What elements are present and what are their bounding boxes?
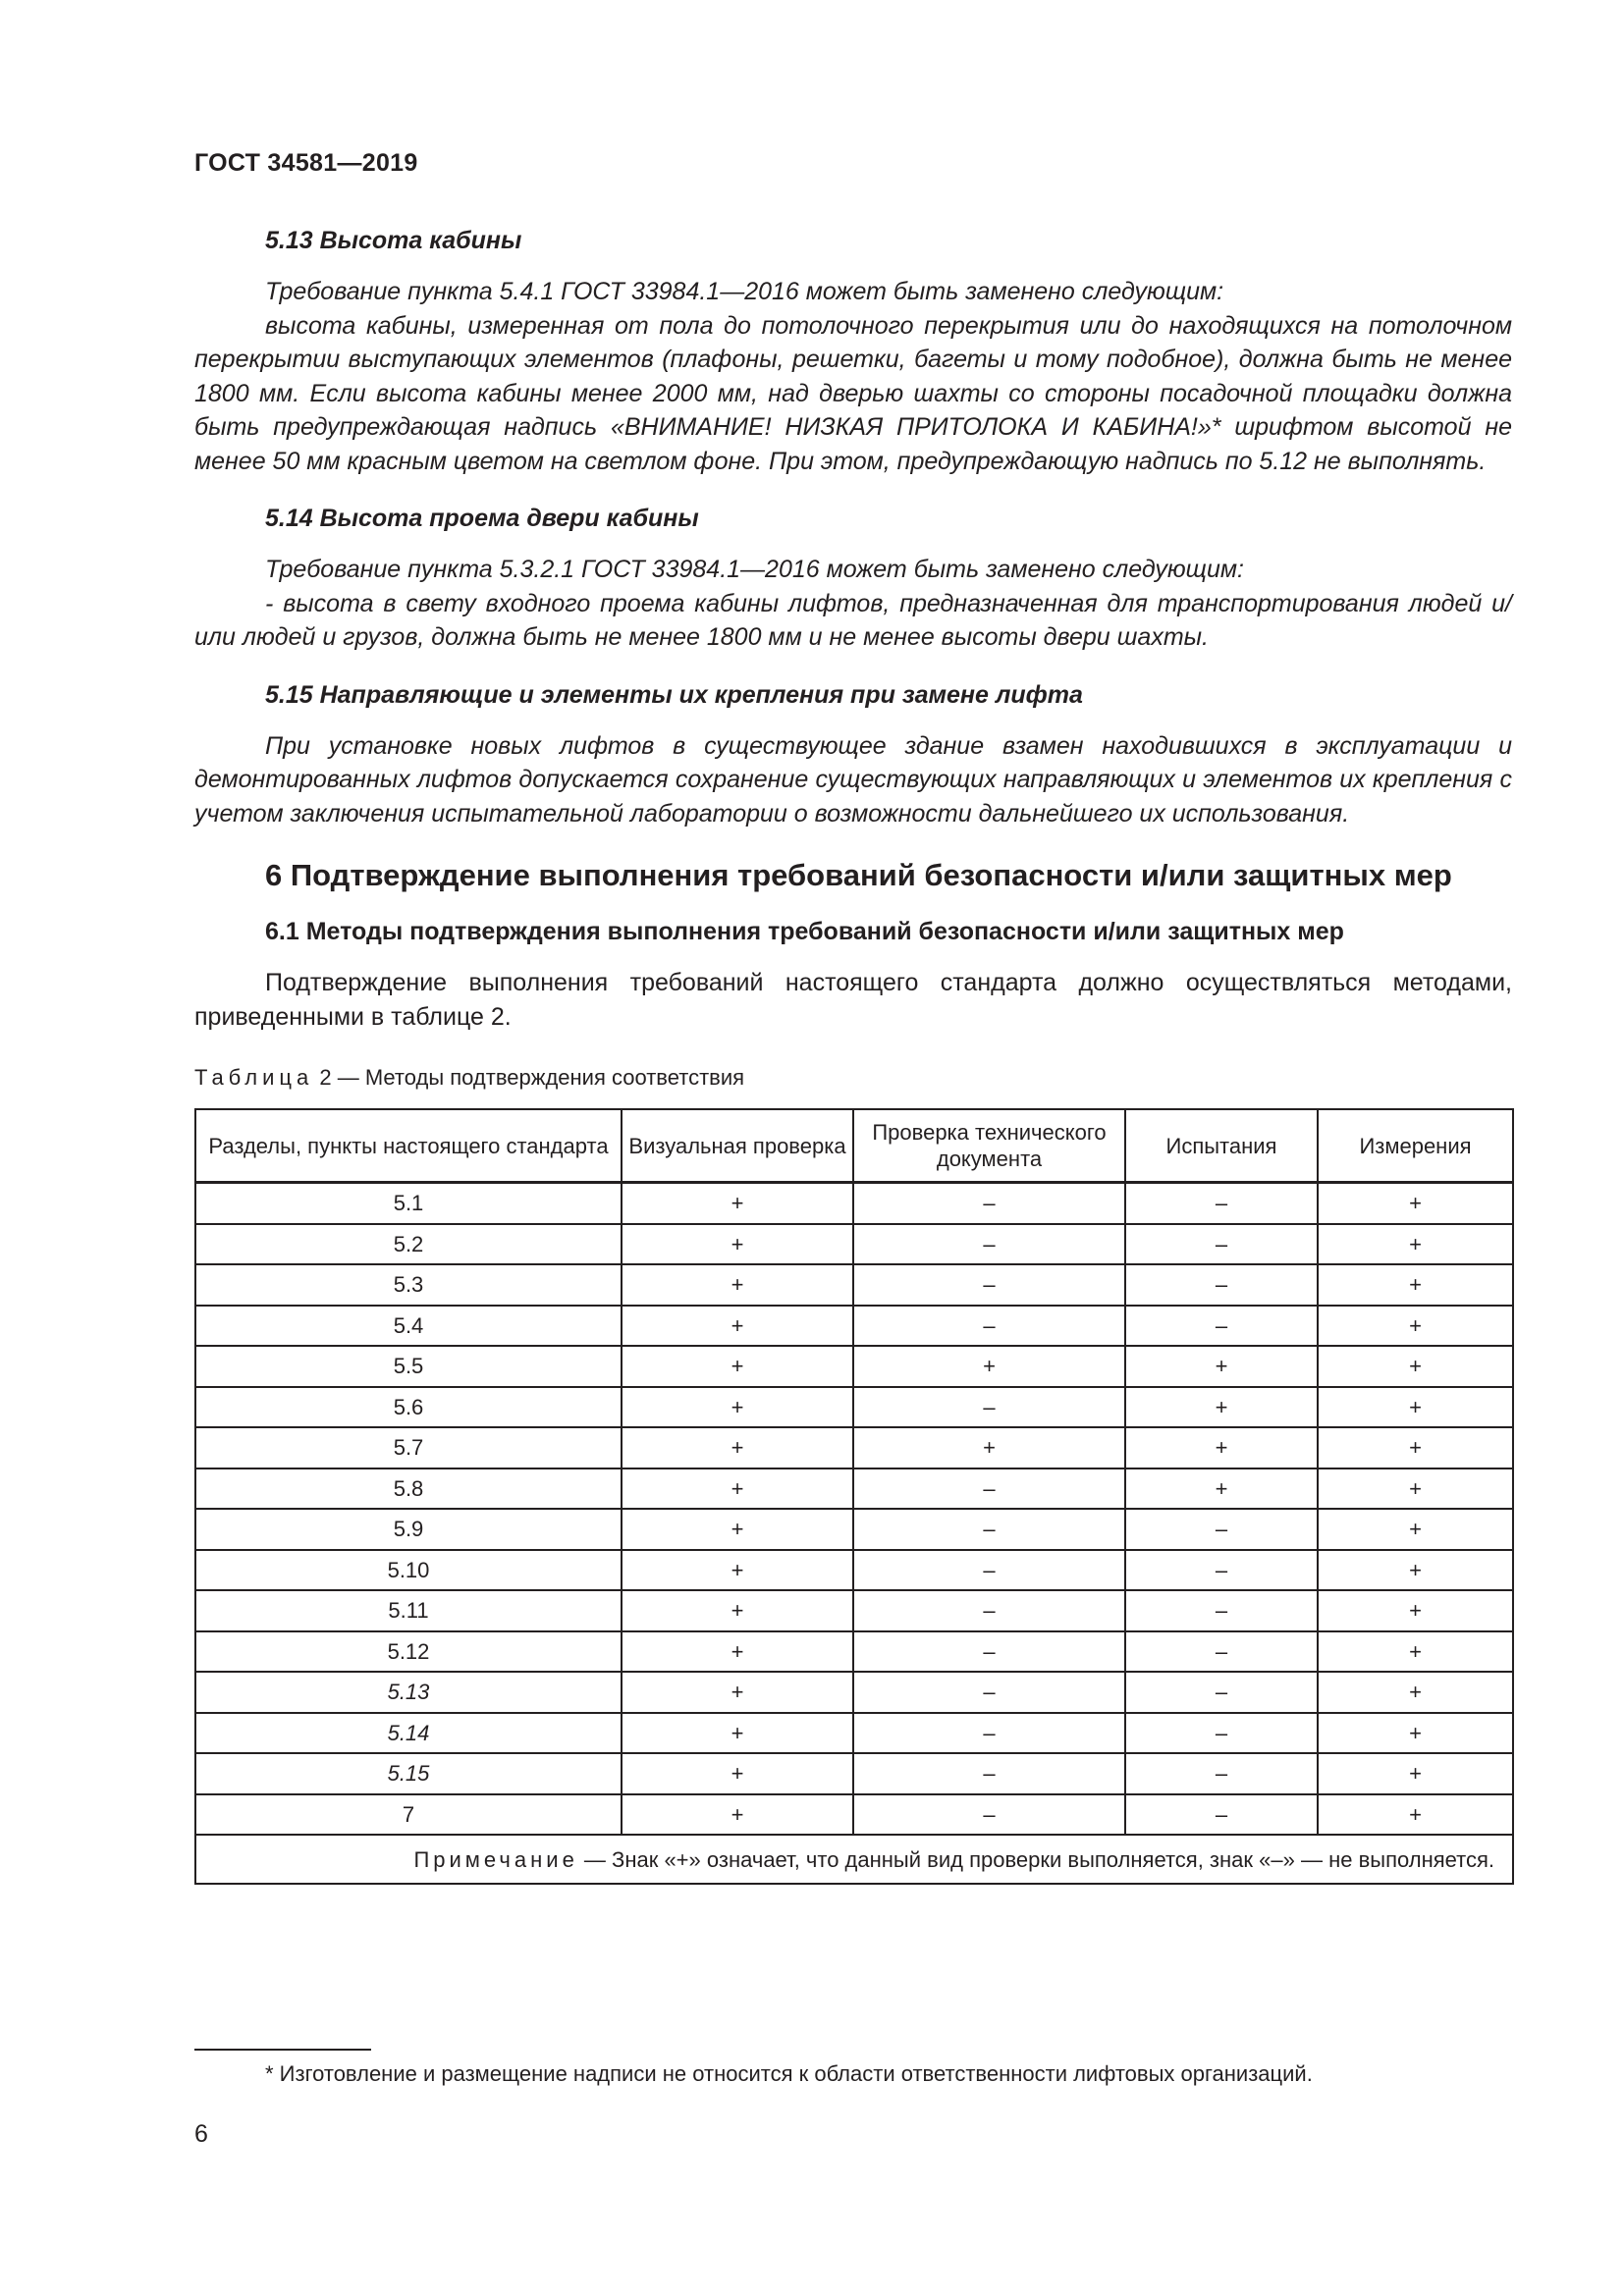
tests-cell: – <box>1125 1794 1318 1836</box>
table-header-row <box>195 1109 1513 1183</box>
tests-cell: + <box>1125 1427 1318 1468</box>
document-check-cell: + <box>853 1427 1125 1468</box>
section-cell: 5.4 <box>195 1306 622 1347</box>
tests-cell: – <box>1125 1264 1318 1306</box>
note-word: Примечание <box>413 1846 578 1872</box>
visual-check-cell: + <box>622 1753 853 1794</box>
measurements-cell: + <box>1318 1509 1513 1550</box>
section-heading: 5.13 Высота кабины <box>265 227 522 254</box>
visual-check-cell: + <box>622 1631 853 1673</box>
table-caption-word: Таблица <box>194 1065 314 1090</box>
table-body <box>195 1183 1513 1836</box>
column-header: Проверка технического документа <box>853 1109 1125 1183</box>
section-paragraph: - высота в свету входного проема кабины лифтов, предназначенная для транспортирования людей и/или людей и грузов, должна быть не менее 1800 мм и не менее высоты двери шахты. <box>194 589 1512 651</box>
section-paragraph: высота кабины, измеренная от пола до потолочного перекрытия или до находящихся на потолочном перекрытии выступающих элементов (плафоны, решетки, багеты и тому подобное), должна быть не менее 1800 мм. Если высота кабины менее 2000 мм, над дверью шахты со стороны посадочной площадки должна быть предупреждающая надпись «ВНИМАНИЕ! НИЗКАЯ ПРИТОЛОКА И КАБИНА!»* шрифтом высотой не менее 50 мм красным цветом на светлом фоне. При этом, предупреждающую надпись по 5.12 не выполнять. <box>194 311 1512 475</box>
tests-cell: – <box>1125 1509 1318 1550</box>
section-cell: 5.6 <box>195 1387 622 1428</box>
measurements-cell: + <box>1318 1590 1513 1631</box>
document-check-cell: – <box>853 1183 1125 1224</box>
visual-check-cell: + <box>622 1346 853 1387</box>
section-cell: 5.10 <box>195 1550 622 1591</box>
section-heading: 5.15 Направляющие и элементы их крепления при замене лифта <box>265 680 1083 709</box>
column-header: Испытания <box>1125 1109 1318 1183</box>
visual-check-cell: + <box>622 1590 853 1631</box>
tests-cell: – <box>1125 1550 1318 1591</box>
tests-cell: + <box>1125 1387 1318 1428</box>
visual-check-cell: + <box>622 1427 853 1468</box>
tests-cell: + <box>1125 1468 1318 1510</box>
tests-cell: – <box>1125 1590 1318 1631</box>
visual-check-cell: + <box>622 1224 853 1265</box>
tests-cell: – <box>1125 1753 1318 1794</box>
document-check-cell: – <box>853 1387 1125 1428</box>
table-row <box>195 1427 1513 1468</box>
section-cell: 5.3 <box>195 1264 622 1306</box>
document-check-cell: – <box>853 1753 1125 1794</box>
measurements-cell: + <box>1318 1183 1513 1224</box>
measurements-cell: + <box>1318 1346 1513 1387</box>
measurements-cell: + <box>1318 1264 1513 1306</box>
subsection-heading: 6.1 Методы подтверждения выполнения требований безопасности и/или защитных мер <box>265 918 1344 945</box>
table-row <box>195 1224 1513 1265</box>
visual-check-cell: + <box>622 1183 853 1224</box>
visual-check-cell: + <box>622 1468 853 1510</box>
tests-cell: – <box>1125 1631 1318 1673</box>
document-check-cell: – <box>853 1672 1125 1713</box>
section-paragraph: Требование пункта 5.4.1 ГОСТ 33984.1—2016 может быть заменено следующим: <box>265 278 1224 305</box>
measurements-cell: + <box>1318 1753 1513 1794</box>
table-note <box>195 1835 1513 1884</box>
table-row <box>195 1794 1513 1836</box>
column-header: Измерения <box>1318 1109 1513 1183</box>
measurements-cell: + <box>1318 1387 1513 1428</box>
note-text: — Знак «+» означает, что данный вид проверки выполняется, знак «–» — не выполняется. <box>577 1846 1494 1872</box>
section-cell: 5.11 <box>195 1590 622 1631</box>
section-cell: 5.5 <box>195 1346 622 1387</box>
table-row <box>195 1387 1513 1428</box>
section-cell: 5.12 <box>195 1631 622 1673</box>
document-check-cell: – <box>853 1631 1125 1673</box>
table-row <box>195 1264 1513 1306</box>
section-cell: 5.2 <box>195 1224 622 1265</box>
section-5-14 <box>194 502 1512 655</box>
measurements-cell: + <box>1318 1224 1513 1265</box>
document-check-cell: – <box>853 1264 1125 1306</box>
table-row <box>195 1713 1513 1754</box>
document-check-cell: – <box>853 1468 1125 1510</box>
visual-check-cell: + <box>622 1306 853 1347</box>
table-caption <box>194 1065 1512 1091</box>
section-paragraph: Требование пункта 5.3.2.1 ГОСТ 33984.1—2016 может быть заменено следующим: <box>265 556 1244 583</box>
section-cell: 5.8 <box>195 1468 622 1510</box>
measurements-cell: + <box>1318 1631 1513 1673</box>
document-check-cell: – <box>853 1306 1125 1347</box>
measurements-cell: + <box>1318 1468 1513 1510</box>
measurements-cell: + <box>1318 1794 1513 1836</box>
visual-check-cell: + <box>622 1672 853 1713</box>
visual-check-cell: + <box>622 1387 853 1428</box>
document-check-cell: – <box>853 1224 1125 1265</box>
tests-cell: + <box>1125 1346 1318 1387</box>
visual-check-cell: + <box>622 1713 853 1754</box>
document-check-cell: – <box>853 1550 1125 1591</box>
document-id-header: ГОСТ 34581—2019 <box>194 149 418 177</box>
document-check-cell: – <box>853 1713 1125 1754</box>
tests-cell: – <box>1125 1672 1318 1713</box>
measurements-cell: + <box>1318 1427 1513 1468</box>
tests-cell: – <box>1125 1713 1318 1754</box>
measurements-cell: + <box>1318 1672 1513 1713</box>
section-cell: 7 <box>195 1794 622 1836</box>
tests-cell: – <box>1125 1306 1318 1347</box>
methods-table <box>194 1108 1514 1885</box>
document-body <box>194 224 1512 1885</box>
section-cell: 5.13 <box>195 1672 622 1713</box>
measurements-cell: + <box>1318 1306 1513 1347</box>
table-row <box>195 1590 1513 1631</box>
table-note-row <box>195 1835 1513 1884</box>
section-cell: 5.14 <box>195 1713 622 1754</box>
column-header: Визуальная проверка <box>622 1109 853 1183</box>
document-check-cell: + <box>853 1346 1125 1387</box>
table-row <box>195 1509 1513 1550</box>
chapter-heading: 6 Подтверждение выполнения требований безопасности и/или защитных мер <box>265 858 1452 892</box>
footnote-divider <box>194 2049 371 2051</box>
chapter-paragraph: Подтверждение выполнения требований настоящего стандарта должно осуществляться методами, приведенными в таблице 2. <box>194 969 1512 1031</box>
tests-cell: – <box>1125 1224 1318 1265</box>
section-cell: 5.9 <box>195 1509 622 1550</box>
section-cell: 5.15 <box>195 1753 622 1794</box>
visual-check-cell: + <box>622 1509 853 1550</box>
table-row <box>195 1550 1513 1591</box>
table-row <box>195 1306 1513 1347</box>
measurements-cell: + <box>1318 1713 1513 1754</box>
visual-check-cell: + <box>622 1264 853 1306</box>
section-paragraph: При установке новых лифтов в существующее здание взамен находившихся в эксплуатации и демонтированных лифтов допускается сохранение существующих направляющих и элементов их крепления с учетом заключения испытательной лаборатории о возможности дальнейшего их использования. <box>194 731 1512 828</box>
column-header: Разделы, пункты настоящего стандарта <box>195 1109 622 1183</box>
tests-cell: – <box>1125 1183 1318 1224</box>
table-row <box>195 1183 1513 1224</box>
section-5-13 <box>194 224 1512 478</box>
table-row <box>195 1468 1513 1510</box>
measurements-cell: + <box>1318 1550 1513 1591</box>
section-cell: 5.1 <box>195 1183 622 1224</box>
section-cell: 5.7 <box>195 1427 622 1468</box>
visual-check-cell: + <box>622 1550 853 1591</box>
page-number: 6 <box>194 2120 208 2148</box>
visual-check-cell: + <box>622 1794 853 1836</box>
section-heading: 5.14 Высота проема двери кабины <box>265 505 699 532</box>
table-row <box>195 1631 1513 1673</box>
table-row <box>195 1672 1513 1713</box>
document-check-cell: – <box>853 1590 1125 1631</box>
section-5-15 <box>194 678 1512 831</box>
table-row <box>195 1753 1513 1794</box>
document-check-cell: – <box>853 1794 1125 1836</box>
footnote: * Изготовление и размещение надписи не относится к области ответственности лифтовых организаций. <box>265 2061 1313 2086</box>
table-row <box>195 1346 1513 1387</box>
table-caption-text: 2 — Методы подтверждения соответствия <box>313 1065 745 1090</box>
document-check-cell: – <box>853 1509 1125 1550</box>
